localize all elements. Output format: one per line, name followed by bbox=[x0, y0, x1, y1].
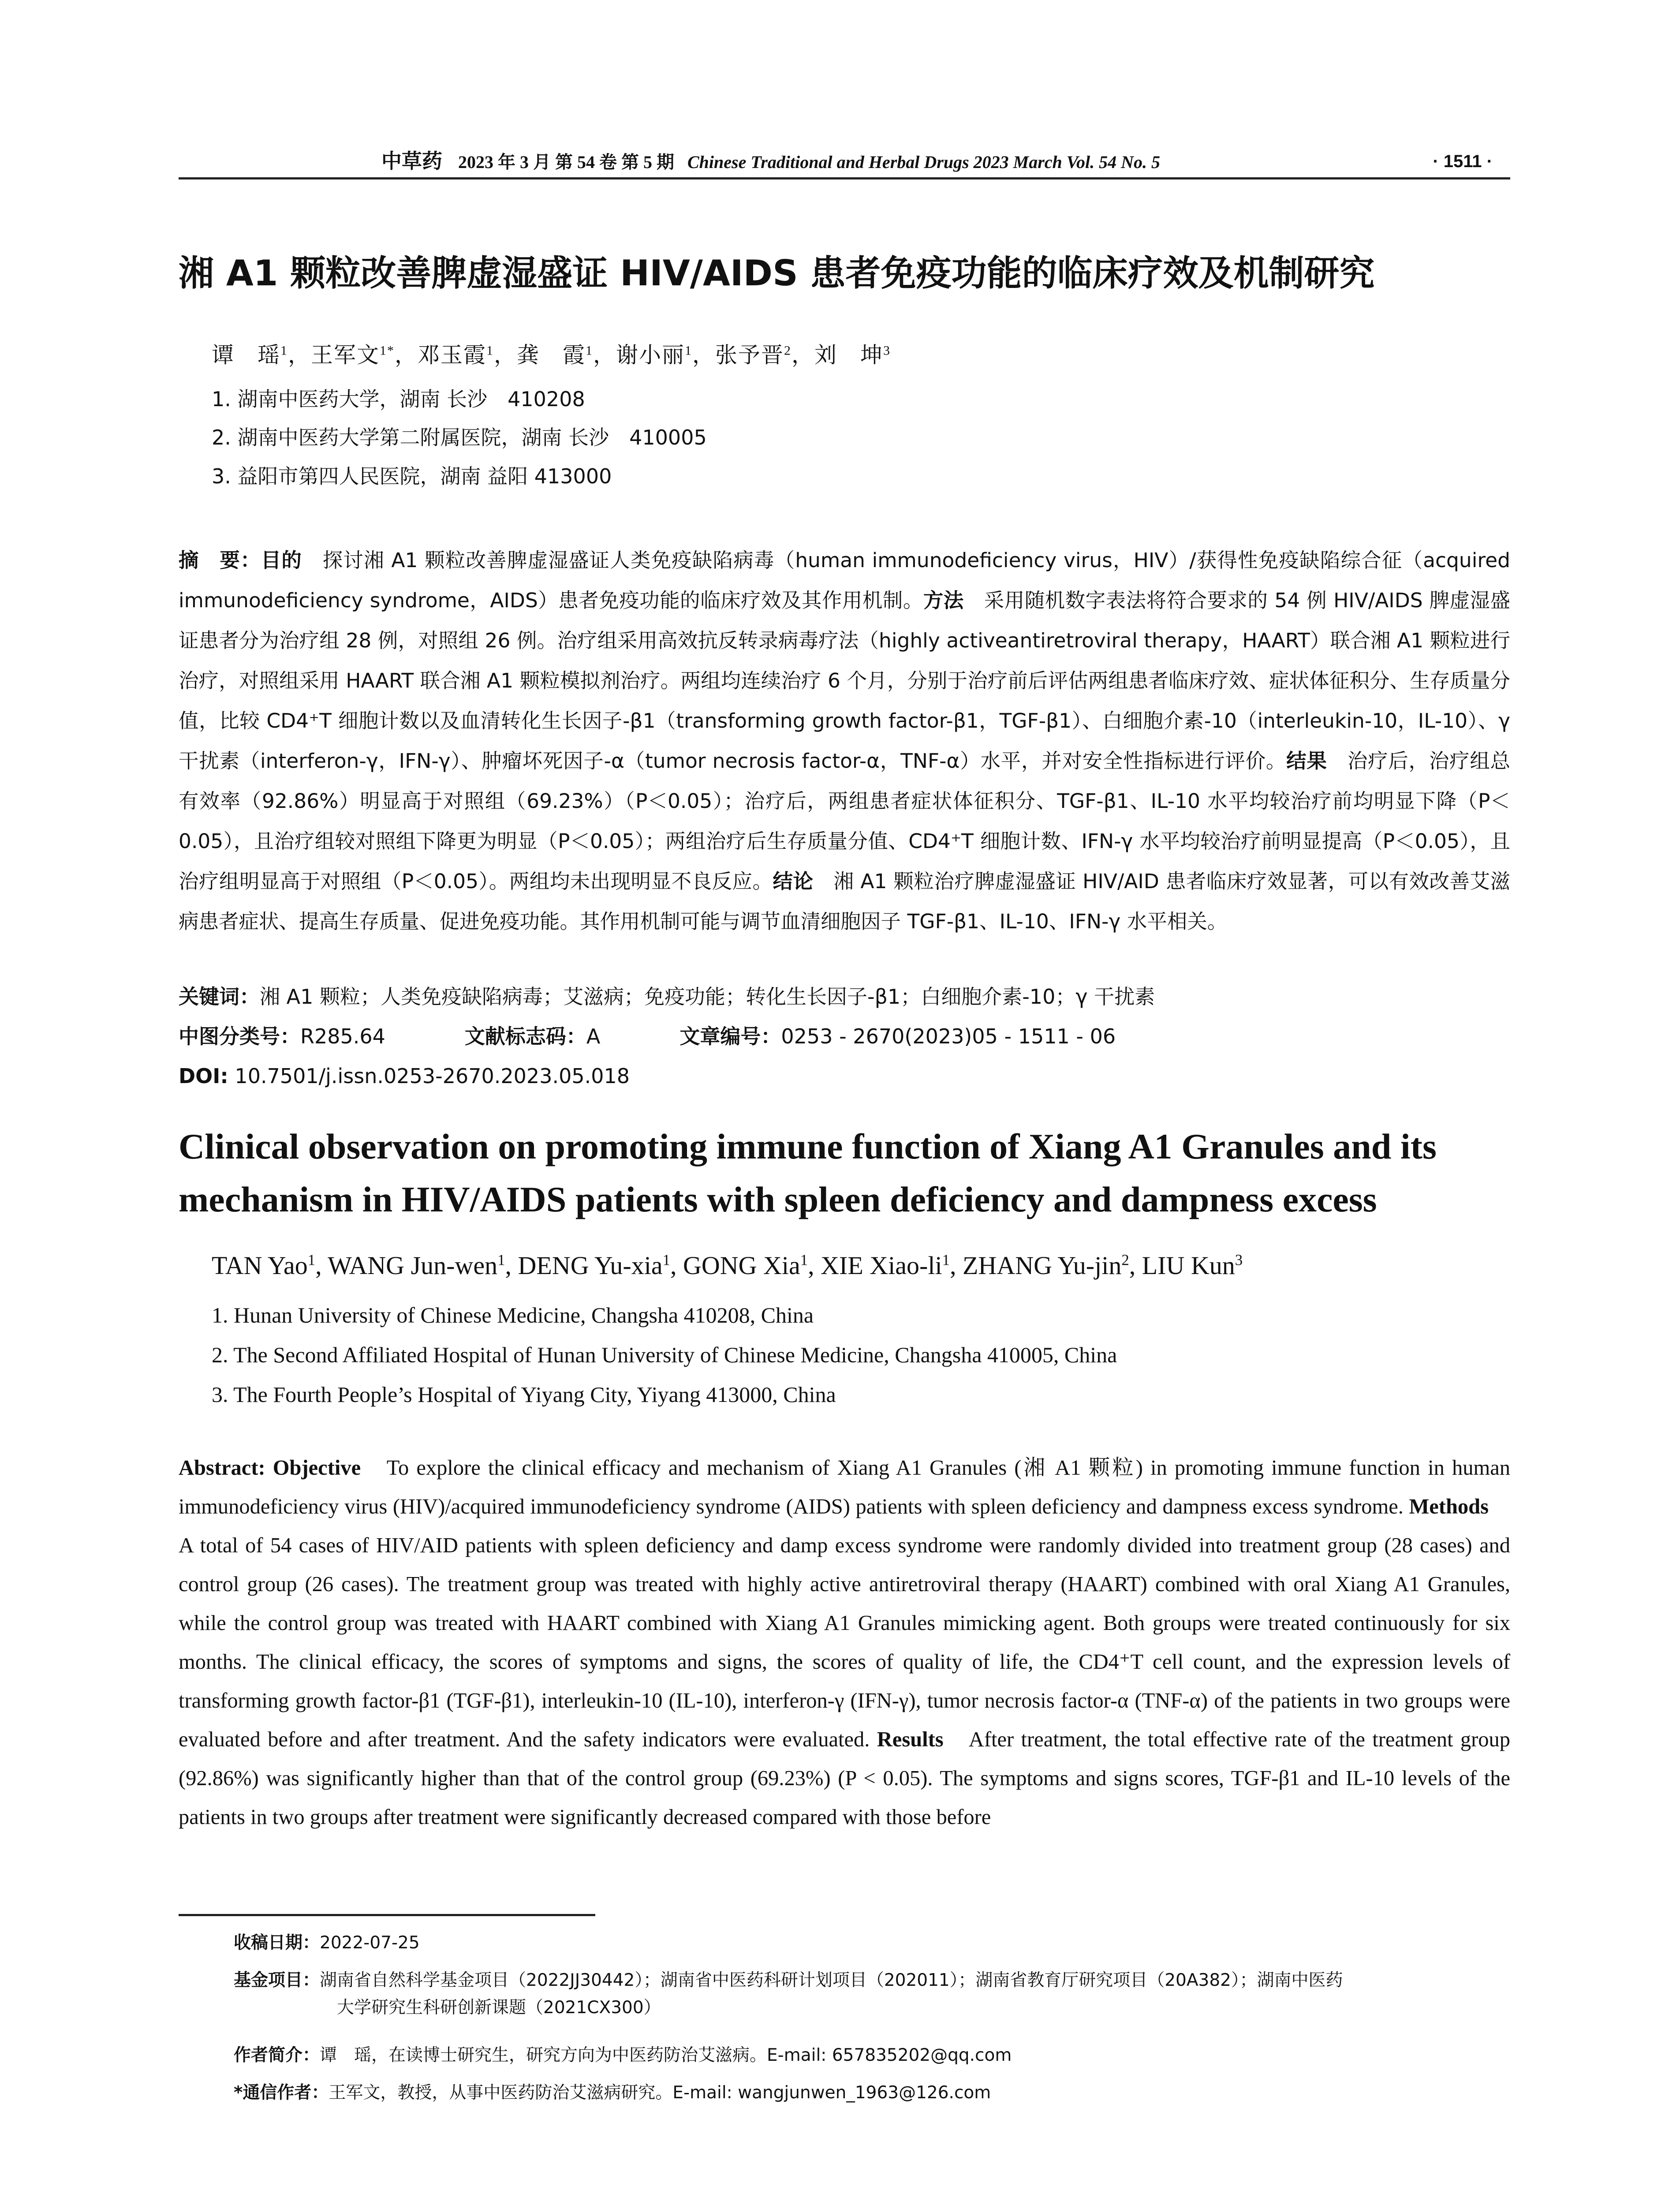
objective-en: To explore the clinical efficacy and mechanism of Xiang A1 Granules (湘 A1 颗粒) in promoting immune function in human immunodeficiency virus (HIV)/acquired immunodeficiency syndrome (AIDS) patients with spleen deficiency and dampness excess syndrome. bbox=[179, 1456, 1510, 1518]
author-name: 刘 坤 bbox=[814, 343, 883, 367]
received-date: 2022-07-25 bbox=[320, 1933, 420, 1953]
page-number: · 1511 · bbox=[1433, 152, 1493, 171]
methods-label-en: Methods bbox=[1409, 1495, 1489, 1518]
keywords-cn bbox=[179, 981, 1155, 1012]
doc-code-value: A bbox=[586, 1024, 601, 1048]
methods-label-cn: 方法 bbox=[923, 589, 964, 612]
author-affiliation-mark: 1 bbox=[942, 1251, 950, 1269]
author-name: LIU Kun bbox=[1142, 1251, 1235, 1280]
doc-code-label: 文献标志码： bbox=[464, 1024, 586, 1048]
affiliation-en-3: 3. The Fourth People’s Hospital of Yiyang City, Yiyang 413000, China bbox=[212, 1382, 836, 1407]
author-affiliation-mark: 1 bbox=[486, 343, 494, 358]
author-affiliation-mark: 1 bbox=[497, 1251, 505, 1269]
journal-name-en: Chinese Traditional and Herbal Drugs 2023 March Vol. 54 No. 5 bbox=[687, 152, 1161, 172]
received-label: 收稿日期： bbox=[234, 1933, 320, 1953]
footnote-fund bbox=[234, 1967, 1510, 2022]
author-affiliation-mark: 2 bbox=[784, 343, 791, 358]
fund-label: 基金项目： bbox=[234, 1970, 320, 1990]
bio-label: 作者简介： bbox=[234, 2045, 320, 2065]
author-name: WANG Jun-wen bbox=[328, 1251, 498, 1280]
fund-text-2: 大学研究生科研创新课题（2021CX300） bbox=[337, 1998, 661, 2018]
article-no-label: 文章编号： bbox=[679, 1024, 781, 1048]
corr-text: 王军文，教授，从事中医药防治艾滋病研究。E-mail: wangjunwen_1963@126.com bbox=[329, 2083, 991, 2103]
author-separator: , bbox=[670, 1251, 683, 1280]
author-separator: , bbox=[1129, 1251, 1142, 1280]
title-en: Clinical observation on promoting immune function of Xiang A1 Granules and its mechanism in HIV/AIDS patients with spleen deficiency and dampness excess bbox=[179, 1126, 1437, 1219]
results-en: After treatment, the total effective rate of the treatment group (92.86%) was significantly higher than that of the control group (69.23%) (P < 0.05). The symptoms and signs scores, TGF-β1 and IL-10 levels of the patients in two groups after treatment were significantly decreased compared with those before bbox=[179, 1728, 1510, 1829]
author-name: 王军文 bbox=[311, 343, 380, 367]
conclusion-cn: 湘 A1 颗粒治疗脾虚湿盛证 HIV/AID 患者临床疗效显著，可以有效改善艾滋病患者症状、提高生存质量、促进免疫功能。其作用机制可能与调节血清细胞因子 TGF-β1、IL-10、IFN-γ 水平相关。 bbox=[179, 870, 1510, 933]
abstract-cn-label: 摘 要： bbox=[179, 549, 261, 572]
author-separator: , bbox=[808, 1251, 821, 1280]
journal-name-cn: 中草药 bbox=[381, 150, 442, 172]
objective-label-cn: 目的 bbox=[261, 549, 302, 572]
author-name: GONG Xia bbox=[683, 1251, 800, 1280]
author-name: DENG Yu-xia bbox=[518, 1251, 663, 1280]
author-separator: ， bbox=[791, 343, 814, 367]
author-name: ZHANG Yu-jin bbox=[963, 1251, 1122, 1280]
author-separator: , bbox=[315, 1251, 328, 1280]
author-separator: , bbox=[505, 1251, 518, 1280]
author-separator: ， bbox=[288, 343, 311, 367]
affiliation-cn-2: 2. 湖南中医药大学第二附属医院，湖南 长沙 410005 bbox=[212, 426, 707, 449]
article-no-value: 0253 - 2670(2023)05 - 1511 - 06 bbox=[781, 1024, 1116, 1048]
keywords-text: 湘 A1 颗粒；人类免疫缺陷病毒；艾滋病；免疫功能；转化生长因子-β1；白细胞介素-10；γ 干扰素 bbox=[260, 985, 1155, 1009]
footnote-received bbox=[234, 1929, 1510, 1957]
authors-en bbox=[212, 1248, 1243, 1283]
author-affiliation-mark: 1* bbox=[380, 343, 395, 358]
issue-cn: 2023 年 3 月 第 54 卷 第 5 期 bbox=[458, 152, 674, 172]
fund-text-1: 湖南省自然科学基金项目（2022JJ30442）；湖南省中医药科研计划项目（202011）；湖南省教育厅研究项目（20A382）；湖南中医药 bbox=[320, 1970, 1343, 1990]
affiliation-en-1: 1. Hunan University of Chinese Medicine, Changsha 410208, China bbox=[212, 1303, 814, 1327]
results-label-en: Results bbox=[877, 1728, 944, 1751]
author-name: 邓玉霞 bbox=[418, 343, 486, 367]
author-name: 张予晋 bbox=[715, 343, 784, 367]
author-affiliation-mark: 1 bbox=[800, 1251, 808, 1269]
conclusion-label-cn: 结论 bbox=[773, 870, 814, 893]
abstract-cn bbox=[179, 540, 1510, 942]
author-affiliation-mark: 3 bbox=[883, 343, 891, 358]
results-cn: 治疗后，治疗组总有效率（92.86%）明显高于对照组（69.23%）（P＜0.05）；治疗后，两组患者症状体征积分、TGF-β1、IL-10 水平均较治疗前均明显下降（P＜0.05），且治疗组较对照组下降更为明显（P＜0.05）；两组治疗后生存质量分值、CD4⁺T 细胞计数、IFN-γ 水平均较治疗前明显提高（P＜0.05），且治疗组明显高于对照组（P＜0.05）。两组均未出现明显不良反应。 bbox=[179, 749, 1510, 893]
title-cn: 湘 A1 颗粒改善脾虚湿盛证 HIV/AIDS 患者免疫功能的临床疗效及机制研究 bbox=[179, 253, 1375, 294]
author-separator: ， bbox=[494, 343, 517, 367]
footnote-bio bbox=[234, 2042, 1510, 2069]
author-name: 谭 瑶 bbox=[212, 343, 280, 367]
author-affiliation-mark: 3 bbox=[1235, 1251, 1243, 1269]
footnote-corresponding bbox=[234, 2079, 1510, 2107]
doi-value: 10.7501/j.issn.0253-2670.2023.05.018 bbox=[228, 1064, 630, 1088]
objective-cn: 探讨湘 A1 颗粒改善脾虚湿盛证人类免疫缺陷病毒（human immunodeficiency virus，HIV）/获得性免疫缺陷综合征（acquired immunodeficiency syndrome，AIDS）患者免疫功能的临床疗效及其作用机制。 bbox=[179, 549, 1510, 612]
author-separator: ， bbox=[593, 343, 616, 367]
classification-line bbox=[179, 1021, 1116, 1052]
doi-line bbox=[179, 1061, 630, 1091]
author-separator: , bbox=[950, 1251, 963, 1280]
author-affiliation-mark: 1 bbox=[685, 343, 692, 358]
affiliation-cn-3: 3. 益阳市第四人民医院，湖南 益阳 413000 bbox=[212, 464, 612, 488]
running-header bbox=[179, 146, 1510, 179]
doi-label: DOI: bbox=[179, 1064, 228, 1088]
author-separator: ， bbox=[395, 343, 418, 367]
author-name: XIE Xiao-li bbox=[821, 1251, 942, 1280]
header-center bbox=[381, 146, 1160, 178]
abstract-en bbox=[179, 1449, 1510, 1837]
clc-value: R285.64 bbox=[300, 1024, 385, 1048]
footnote-rule bbox=[179, 1914, 595, 1916]
methods-cn: 采用随机数字表法将符合要求的 54 例 HIV/AIDS 脾虚湿盛证患者分为治疗组 28 例，对照组 26 例。治疗组采用高效抗反转录病毒疗法（highly activeantiretroviral therapy，HAART）联合湘 A1 颗粒进行治疗，对照组采用 HAART 联合湘 A1 颗粒模拟剂治疗。两组均连续治疗 6 个月，分别于治疗前后评估两组患者临床疗效、症状体征积分、生存质量分值，比较 CD4⁺T 细胞计数以及血清转化生长因子-β1（transforming growth factor-β1，TGF-β1）、白细胞介素-10（interleukin-10，IL-10）、γ 干扰素（interferon-γ，IFN-γ）、肿瘤坏死因子-α（tumor necrosis factor-α，TNF-α）水平，并对安全性指标进行评价。 bbox=[179, 589, 1510, 773]
author-affiliation-mark: 1 bbox=[307, 1251, 316, 1269]
authors-cn bbox=[212, 340, 891, 370]
author-affiliation-mark: 1 bbox=[586, 343, 593, 358]
results-label-cn: 结果 bbox=[1286, 749, 1327, 773]
abstract-en-label: Abstract: Objective bbox=[179, 1456, 361, 1480]
author-name: 龚 霞 bbox=[517, 343, 586, 367]
clc-label: 中图分类号： bbox=[179, 1024, 300, 1048]
author-name: 谢小丽 bbox=[616, 343, 685, 367]
author-separator: ， bbox=[692, 343, 715, 367]
affiliation-en-2: 2. The Second Affiliated Hospital of Hunan University of Chinese Medicine, Changsha 410005, China bbox=[212, 1342, 1117, 1367]
corr-label: *通信作者： bbox=[234, 2083, 329, 2103]
author-name: TAN Yao bbox=[212, 1251, 308, 1280]
author-affiliation-mark: 1 bbox=[280, 343, 288, 358]
affiliation-cn-1: 1. 湖南中医药大学，湖南 长沙 410208 bbox=[212, 387, 585, 411]
bio-text: 谭 瑶，在读博士研究生，研究方向为中医药防治艾滋病。E-mail: 657835202@qq.com bbox=[320, 2045, 1012, 2065]
keywords-label: 关键词： bbox=[179, 985, 260, 1009]
author-affiliation-mark: 1 bbox=[662, 1251, 670, 1269]
author-affiliation-mark: 2 bbox=[1121, 1251, 1129, 1269]
methods-en: A total of 54 cases of HIV/AID patients with spleen deficiency and damp excess syndrome were randomly divided into treatment group (28 cases) and control group (26 cases). The treatment group was treated with highly active antiretroviral therapy (HAART) combined with oral Xiang A1 Granules, while the control group was treated with HAART combined with Xiang A1 Granules mimicking agent. Both groups were treated continuously for six months. The clinical efficacy, the scores of symptoms and signs, the scores of quality of life, the CD4⁺T cell count, and the expression levels of transforming growth factor-β1 (TGF-β1), interleukin-10 (IL-10), interferon-γ (IFN-γ), tumor necrosis factor-α (TNF-α) of the patients in two groups were evaluated before and after treatment. And the safety indicators were evaluated. bbox=[179, 1495, 1510, 1751]
